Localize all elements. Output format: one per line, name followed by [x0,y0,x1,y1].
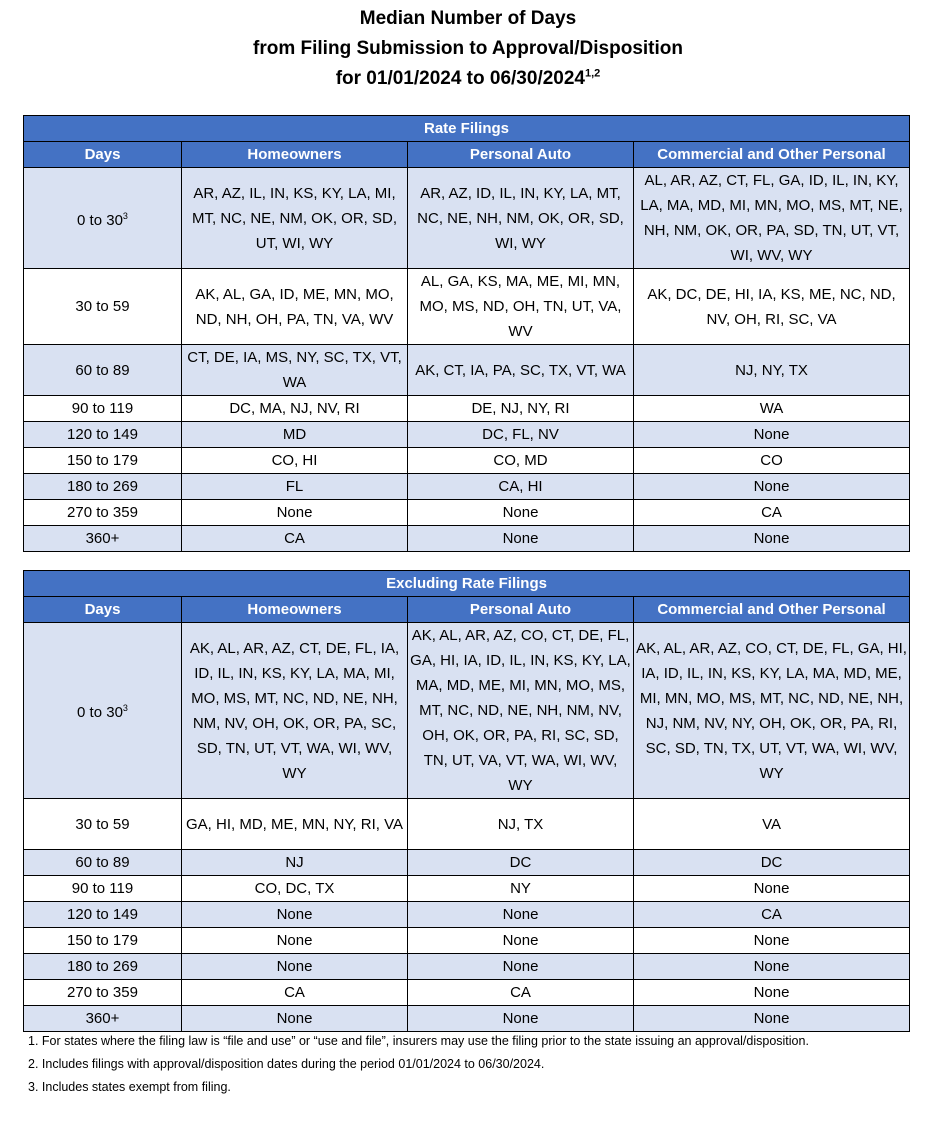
days-range: 180 to 269 [67,958,138,975]
cell-commercial: None [634,422,910,448]
cell-homeowners: AR, AZ, IL, IN, KS, KY, LA, MI, MT, NC, NE, NM, OK, OR, SD, UT, WI, WY [182,168,408,269]
cell-homeowners: GA, HI, MD, ME, MN, NY, RI, VA [182,799,408,850]
cell-homeowners: None [182,954,408,980]
cell-commercial: None [634,928,910,954]
header-commercial: Commercial and Other Personal [634,597,910,623]
excluding-rate-filings-table [23,570,910,1032]
header-personal-auto: Personal Auto [408,597,634,623]
header-homeowners: Homeowners [182,597,408,623]
cell-personal-auto: None [408,902,634,928]
cell-days [24,422,182,448]
days-range: 180 to 269 [67,478,138,495]
table-row [24,474,910,500]
footnote-1: 1. For states where the filing law is “file and use” or “use and file”, insurers may use the filing prior to the state issuing an approval/disposition. [28,1034,809,1048]
cell-commercial: None [634,954,910,980]
cell-personal-auto: None [408,500,634,526]
header-commercial: Commercial and Other Personal [634,142,910,168]
table-row [24,526,910,552]
cell-commercial: CA [634,902,910,928]
days-range: 150 to 179 [67,452,138,469]
title-period: for 01/01/2024 to 06/30/2024 [335,68,585,89]
cell-personal-auto: None [408,928,634,954]
page-title [0,4,936,94]
cell-commercial: None [634,876,910,902]
cell-days [24,474,182,500]
cell-commercial: AK, AL, AR, AZ, CO, CT, DE, FL, GA, HI, IA, ID, IL, IN, KS, KY, LA, MA, MD, ME, MI, MN, MO, MS, MT, NC, ND, NE, NH, NJ, NM, NV, NY, OH, OK, OR, PA, RI, SC, SD, TN, TX, UT, VT, WA, WI, WV, WY [634,623,910,799]
excluding-rate-filings-banner: Excluding Rate Filings [24,571,910,597]
title-line-2: from Filing Submission to Approval/Disposition [253,38,683,59]
days-range: 30 to 59 [75,815,130,833]
days-range: 270 to 359 [67,984,138,1001]
footnote-3: 3. Includes states exempt from filing. [28,1080,231,1094]
cell-commercial: None [634,1006,910,1032]
cell-days [24,168,182,269]
footnote-2: 2. Includes filings with approval/disposition dates during the period 01/01/2024 to 06/30/2024. [28,1057,545,1071]
cell-commercial: DC [634,850,910,876]
cell-personal-auto: None [408,954,634,980]
table-row [24,876,910,902]
cell-homeowners: CO, HI [182,448,408,474]
table-row [24,928,910,954]
cell-days [24,1006,182,1032]
cell-personal-auto: NJ, TX [408,799,634,850]
cell-days [24,623,182,799]
days-range: 150 to 179 [67,932,138,949]
header-homeowners: Homeowners [182,142,408,168]
cell-personal-auto: DC, FL, NV [408,422,634,448]
cell-days [24,448,182,474]
cell-personal-auto: None [408,1006,634,1032]
cell-personal-auto: CA, HI [408,474,634,500]
cell-homeowners: DC, MA, NJ, NV, RI [182,396,408,422]
cell-homeowners: CA [182,980,408,1006]
cell-personal-auto: AL, GA, KS, MA, ME, MI, MN, MO, MS, ND, OH, TN, UT, VA, WV [408,269,634,345]
cell-days [24,876,182,902]
cell-commercial: WA [634,396,910,422]
table-row [24,500,910,526]
days-range: 0 to 30 [77,704,123,721]
table-row [24,269,910,345]
cell-commercial: CA [634,500,910,526]
cell-commercial: NJ, NY, TX [634,345,910,396]
cell-homeowners: NJ [182,850,408,876]
footnote-mark: 3 [122,703,128,713]
cell-days [24,954,182,980]
cell-days [24,902,182,928]
cell-days [24,928,182,954]
cell-days [24,345,182,396]
days-range: 120 to 149 [67,426,138,443]
cell-days [24,269,182,345]
title-line-3 [0,64,936,94]
rate-filings-table [23,115,910,552]
cell-homeowners: None [182,500,408,526]
cell-homeowners: None [182,902,408,928]
table-row [24,902,910,928]
days-range: 360+ [85,1010,120,1027]
cell-commercial: None [634,526,910,552]
footnote-mark: 3 [122,210,128,221]
cell-personal-auto: CA [408,980,634,1006]
cell-homeowners: CO, DC, TX [182,876,408,902]
table-row [24,168,910,269]
days-range: 0 to 30 [77,211,123,229]
cell-days [24,799,182,850]
table-row [24,396,910,422]
cell-days [24,500,182,526]
days-range: 90 to 119 [71,400,134,417]
table-row [24,345,910,396]
cell-commercial: AK, DC, DE, HI, IA, KS, ME, NC, ND, NV, OH, RI, SC, VA [634,269,910,345]
header-days: Days [24,142,182,168]
days-range: 60 to 89 [75,854,130,871]
days-range: 120 to 149 [67,906,138,923]
days-range: 60 to 89 [75,361,130,379]
table-row [24,623,910,799]
cell-homeowners: CA [182,526,408,552]
days-range: 360+ [85,530,120,547]
table-row [24,799,910,850]
cell-days [24,850,182,876]
cell-personal-auto: AK, AL, AR, AZ, CO, CT, DE, FL, GA, HI, IA, ID, IL, IN, KS, KY, LA, MA, MD, ME, MI, MN, MO, MS, MT, NC, ND, NE, NH, NM, NV, OH, OK, OR, PA, RI, SC, SD, TN, UT, VA, VT, WA, WI, WV, WY [408,623,634,799]
cell-commercial: VA [634,799,910,850]
header-days: Days [24,597,182,623]
footnotes [28,1032,908,1101]
days-range: 90 to 119 [71,880,134,897]
table-row [24,1006,910,1032]
cell-homeowners: None [182,928,408,954]
cell-personal-auto: AK, CT, IA, PA, SC, TX, VT, WA [408,345,634,396]
header-personal-auto: Personal Auto [408,142,634,168]
table-row [24,850,910,876]
cell-personal-auto: DE, NJ, NY, RI [408,396,634,422]
cell-personal-auto: NY [408,876,634,902]
table-row [24,954,910,980]
cell-personal-auto: DC [408,850,634,876]
cell-homeowners: MD [182,422,408,448]
table-row [24,980,910,1006]
cell-commercial: None [634,474,910,500]
cell-homeowners: FL [182,474,408,500]
cell-commercial: AL, AR, AZ, CT, FL, GA, ID, IL, IN, KY, LA, MA, MD, MI, MN, MO, MS, MT, NE, NH, NM, OK, OR, PA, SD, TN, UT, VT, WI, WV, WY [634,168,910,269]
days-range: 30 to 59 [75,298,130,315]
cell-homeowners: AK, AL, AR, AZ, CT, DE, FL, IA, ID, IL, IN, KS, KY, LA, MA, MI, MO, MS, MT, NC, ND, NE, NH, NM, NV, OH, OK, OR, PA, SC, SD, TN, UT, VT, WA, WI, WV, WY [182,623,408,799]
days-range: 270 to 359 [67,504,138,521]
cell-commercial: CO [634,448,910,474]
cell-commercial: None [634,980,910,1006]
table-row [24,448,910,474]
title-footnote-marks: 1,2 [585,67,601,80]
cell-homeowners: CT, DE, IA, MS, NY, SC, TX, VT, WA [182,345,408,396]
title-line-1: Median Number of Days [359,8,577,29]
cell-personal-auto: AR, AZ, ID, IL, IN, KY, LA, MT, NC, NE, NH, NM, OK, OR, SD, WI, WY [408,168,634,269]
table-row [24,422,910,448]
cell-homeowners: AK, AL, GA, ID, ME, MN, MO, ND, NH, OH, PA, TN, VA, WV [182,269,408,345]
cell-homeowners: None [182,1006,408,1032]
cell-days [24,396,182,422]
cell-days [24,980,182,1006]
cell-personal-auto: None [408,526,634,552]
cell-personal-auto: CO, MD [408,448,634,474]
rate-filings-banner: Rate Filings [24,116,910,142]
cell-days [24,526,182,552]
